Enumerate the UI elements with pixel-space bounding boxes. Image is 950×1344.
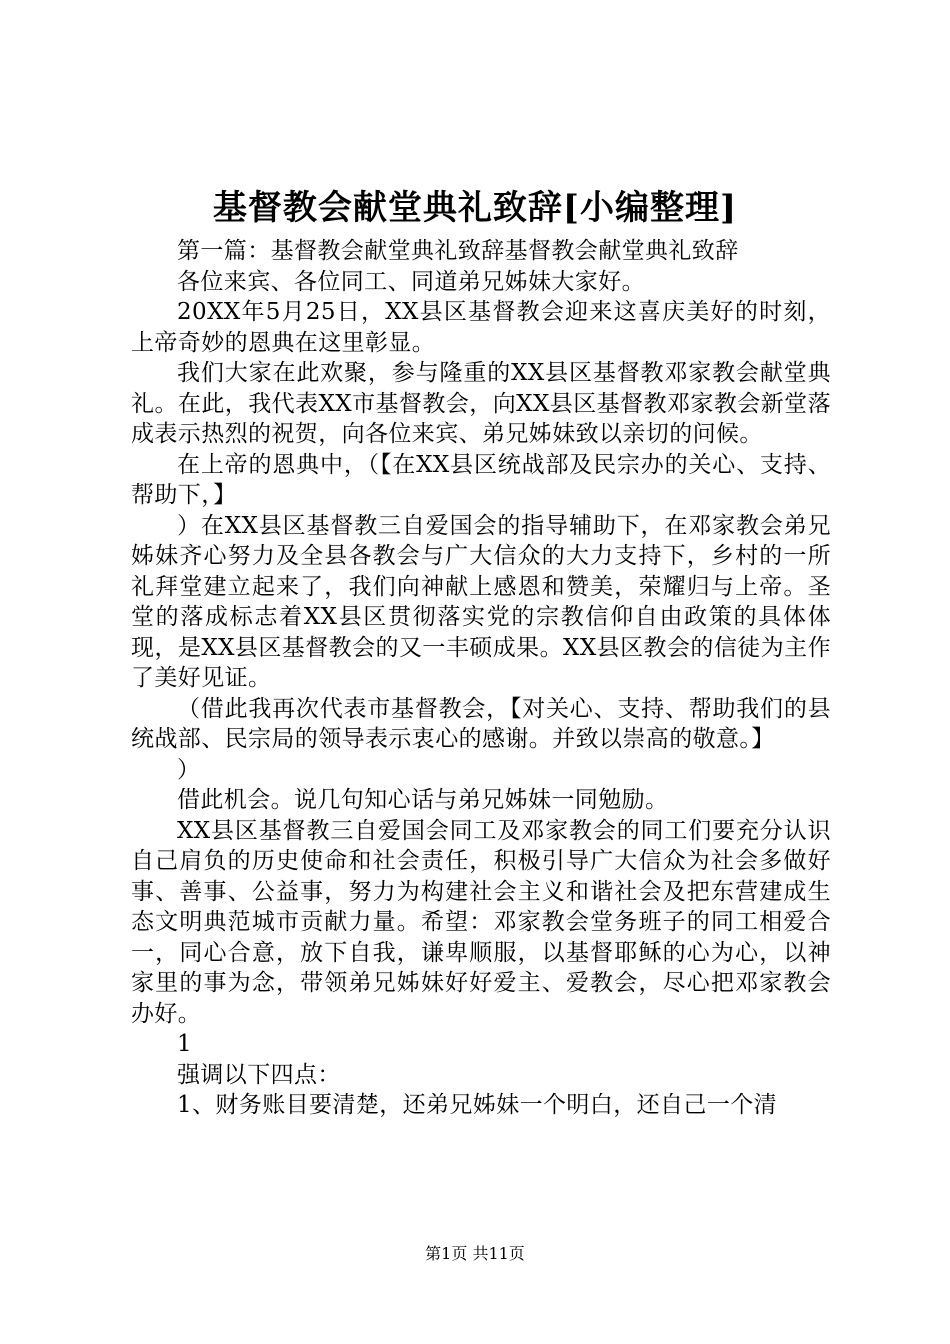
paragraph: 我们大家在此欢聚，参与隆重的XX县区基督教邓家教会献堂典礼。在此，我代表XX市基督教会，向XX县区基督教邓家教会新堂落成表示热烈的祝贺，向各位来宾、弟兄姊妹致以亲切的问候。 [131, 360, 831, 447]
paragraph: 1、财务账目要清楚，还弟兄姊妹一个明白，还自己一个清 [177, 1092, 778, 1118]
paragraph: 强调以下四点： [177, 1061, 341, 1088]
paragraph: ） [177, 756, 201, 783]
paragraph: （借此我再次代表市基督教会，【对关心、支持、帮助我们的县统战部、民宗局的领导表示衷心的感谢。并致以崇高的敬意。】 [131, 695, 831, 752]
paragraph: XX县区基督教三自爱国会同工及邓家教会的同工们要充分认识自己肩负的历史使命和社会责任，积极引导广大信众为社会多做好事、善事、公益事，努力为构建社会主义和谐社会及把东营建成生态文明典范城市贡献力量。希望：邓家教会堂务班子的同工相爱合一，同心合意，放下自我，谦卑顺服，以基督耶稣的心为心，以神家里的事为念，带领弟兄姊妹好好爱主、爱教会，尽心把邓家教会办好。 [131, 817, 831, 1027]
paragraph: 各位来宾、各位同工、同道弟兄姊妹大家好。 [177, 268, 645, 295]
paragraph: 1 [177, 1031, 193, 1057]
paragraph: 借此机会。说几句知心话与弟兄姊妹一同勉励。 [177, 787, 669, 813]
paragraph: 20XX年5月25日，XX县区基督教会迎来这喜庆美好的时刻，上帝奇妙的恩典在这里彰显。 [131, 299, 831, 356]
paragraph: 第一篇：基督教会献堂典礼致辞基督教会献堂典礼致辞 [177, 238, 739, 264]
paragraph: ）在XX县区基督教三自爱国会的指导辅助下，在邓家教会弟兄姊妹齐心努力及全县各教会与广大信众的大力支持下，乡村的一所礼拜堂建立起来了，我们向神献上感恩和赞美，荣耀归与上帝。圣堂的落成标志着XX县区贯彻落实党的宗教信仰自由政策的具体体现，是XX县区基督教会的又一丰硕成果。XX县区教会的信徒为主作了美好见证。 [131, 512, 831, 691]
paragraph: 在上帝的恩典中，（【在XX县区统战部及民宗办的关心、支持、帮助下，】 [131, 451, 831, 508]
document-title: 基督教会献堂典礼致辞[小编整理] [212, 188, 738, 228]
document-body [131, 236, 831, 1121]
page-number-footer: 第1页 共11页 [425, 1244, 525, 1263]
